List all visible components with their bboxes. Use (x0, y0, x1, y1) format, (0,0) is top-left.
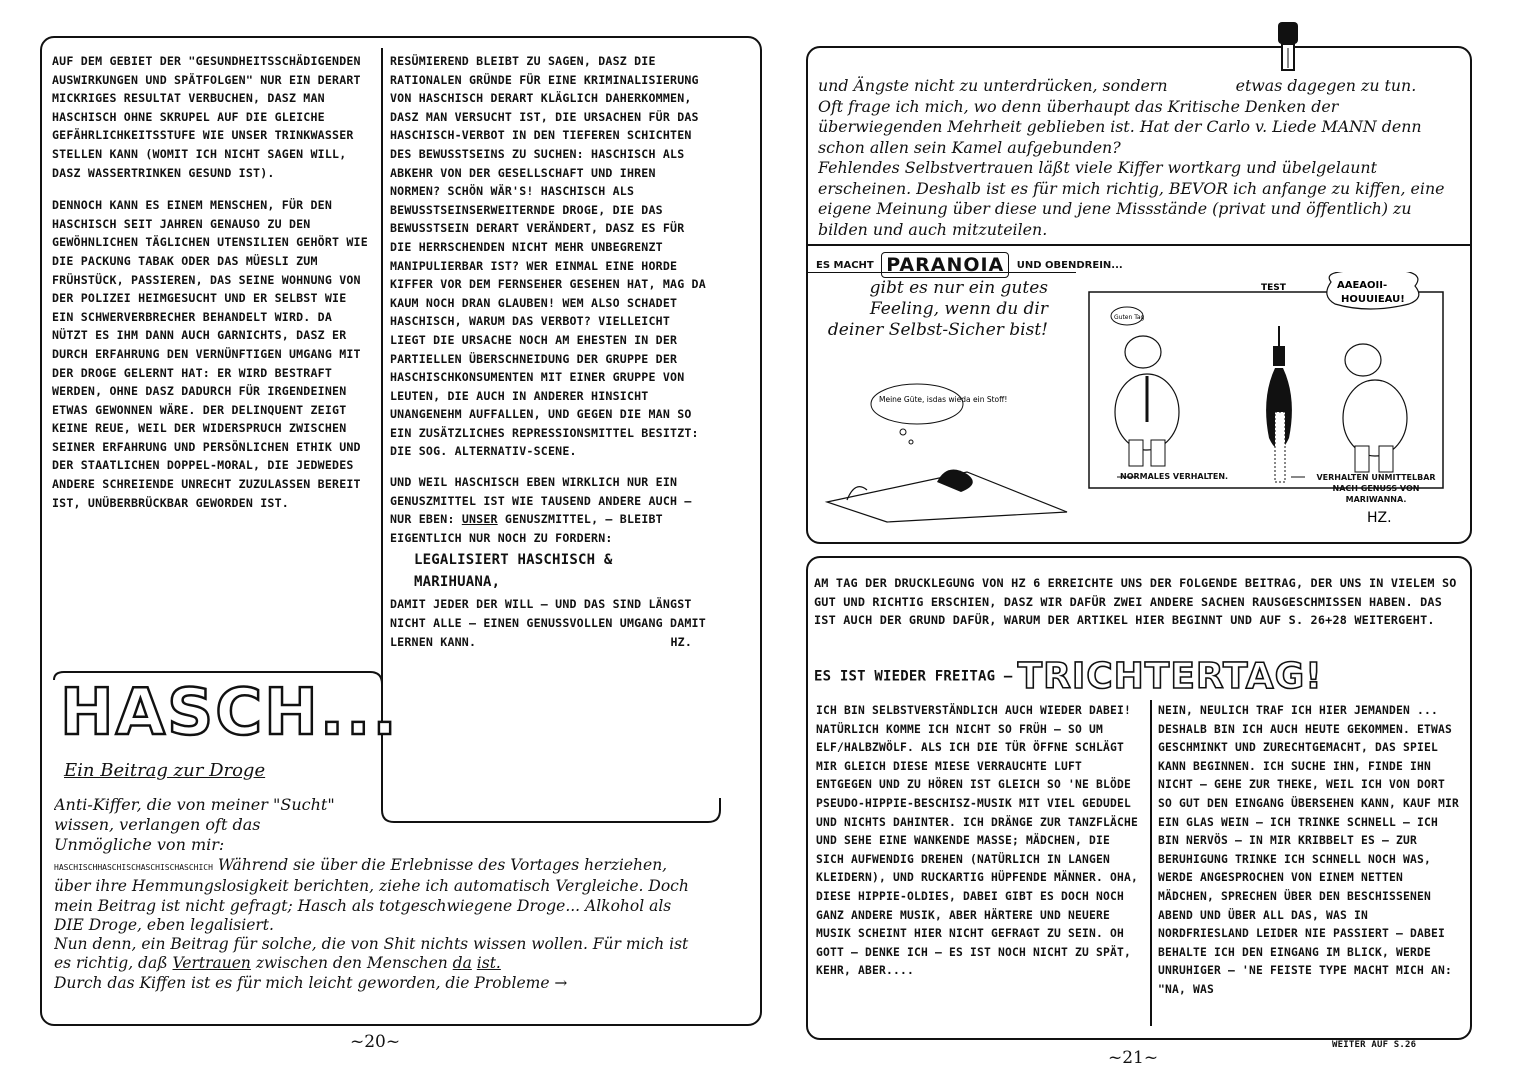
right-page-number: ~21~ (1108, 1048, 1159, 1068)
hand-text3: zwischen den Menschen (255, 954, 448, 973)
hand-intro: Anti-Kiffer, die von meiner "Sucht" wissen, verlangen oft das Unmögliche von mir: (54, 795, 335, 854)
hasch-handwriting-top (54, 795, 354, 855)
right-hand-top4: Fehlendes Selbstvertrauen läßt viele Kiffer wortkarg und übelgelaunt erscheinen. Deshalb ist es für mich richtig, BEVOR ich anfange zu kiffen, eine eigene Meinung über diese und jene Missstände (privat und öffentlich) zu bilden und auch mitzuteilen. (818, 158, 1445, 239)
cartoon-caption2: VERHALTEN UNMITTELBAR NACH GENUSS VON MARIWANNA. (1316, 473, 1436, 504)
trichtertag-title: TRICHTERTAG! (1017, 656, 1323, 697)
hand-text4: Durch das Kiffen ist es für mich leicht geworden, die Probleme → (54, 973, 568, 992)
left-col2-para3: DAMIT JEDER DER WILL – UND DAS SIND LÄNGST NICHT ALLE – EINEN GENUSSVOLLEN UMGANG DAMIT LERNEN KANN. (390, 597, 706, 649)
story-column-divider (1150, 700, 1152, 1026)
es-macht: ES MACHT (816, 260, 874, 271)
hand-scribble: HASCHISCHHASCHISCHASCHISCHASCHICH (54, 863, 213, 872)
cartoon-scream: AAEAOII- (1337, 280, 1388, 291)
hasch-subtitle: Ein Beitrag zur Droge (64, 760, 266, 781)
cartoon-bubble1: Meine Güte, isdas wieda ein Stoff! (879, 395, 1008, 404)
hasch-title: HASCH... (60, 676, 399, 750)
left-col2-para2-pre: UND WEIL HASCHISCH EBEN WIRKLICH NUR EIN GENUSZMITTEL IST WIE TAUSEND ANDERE AUCH – NUR EBEN: (390, 475, 692, 527)
right-hand-top1-text: und Ängste nicht zu unterdrücken, sondern (818, 76, 1168, 95)
intro-text: AM TAG DER DRUCKLEGUNG VON HZ 6 ERREICHTE UNS DER FOLGENDE BEITRAG, DER UNS IN VIELEM SO GUT UND RICHTIG ERSCHIEN, DASZ WIR DAFÜR ZWEI ANDERE SACHEN RAUSGESCHMISSEN HABEN. DAS IST AUCH DER GRUND DAFÜR, WARUM DER ARTIKEL HIER BEGINNT UND AUF S. 26+28 WEITERGEHT. (814, 576, 1457, 627)
fist-icon (1268, 18, 1308, 78)
cartoon-guten-tag: Guten Tag (1114, 314, 1145, 321)
paranoia: PARANOIA (881, 252, 1009, 278)
left-col2-slogan: LEGALISIERT HASCHISCH & MARIHUANA, (414, 552, 613, 591)
left-col1 (52, 52, 374, 672)
hand-text1 (54, 856, 694, 935)
cartoon-caption1: NORMALES VERHALTEN. (1120, 472, 1229, 481)
cartoon-sign: HZ. (1367, 510, 1392, 526)
hand-text1-body: Während sie über die Erlebnisse des Vortages herziehen, über ihre Hemmungslosigkeit berichten, ziehe ich automatisch Vergleiche. Doch mein Beitrag ist nicht gefragt; Hasch als totgeschwiegene Droge... Alkohol als DIE Droge, eben legalisiert. (54, 856, 689, 934)
right-hand-top2: etwas dagegen zu tun. (1235, 76, 1417, 95)
left-col2-para1: RESÜMIEREND BLEIBT ZU SAGEN, DASZ DIE RATIONALEN GRÜNDE FÜR EINE KRIMINALISIERUNG VON HASCHISCH DERART KLÄGLICH DAHERKOMMEN, DASZ MAN VERSUCHT IST, DIE URSACHEN FÜR DAS HASCHISCH-VERBOT IN DEN TIEFEREN SCHICHTEN DES BEWUSSTSEINS ZU SUCHEN: HASCHISCH ALS ABKEHR VON DER GESELLSCHAFT UND IHREN NORMEN? SCHÖN WÄR'S! HASCHISCH ALS BEWUSSTSEINSERWEITERNDE DROGE, DIE DAS BEWUSSTSEIN DERART VERÄNDERT, DASZ ES FÜR DIE HERRSCHENDEN NICHT MEHR UNBEGRENZT MANIPULIERBAR IST? WER EINMAL EINE HORDE KIFFER VOR DEM FERNSEHER GESEHEN HAT, MAG DA KAUM NOCH DRAN GLAUBEN! WEM ALSO SCHADET HASCHISCH, WARUM DAS VERBOT? VIELLEICHT LIEGT DIE URSACHE NOCH AM EHESTEN IN DER PARTIELLEN ÜBERSCHNEIDUNG DER GRUPPE DER HASCHISCHKONSUMENTEN MIT EINER GRUPPE VON LEUTEN, DIE AUCH IN ANDERER HINSICHT UNANGENEHM AUFFALLEN, UND GEGEN DIE MAN SO EIN ZUSÄTZLICHES REPRESSIONSMITTEL BESITZT: DIE SOG. ALTERNATIV-SCENE. (390, 54, 706, 459)
divider-rule (806, 244, 1472, 246)
left-col2-para2-under: UNSER (461, 512, 498, 527)
hand-da: da (452, 954, 472, 973)
und-obendrein: UND OBENDREIN... (1016, 260, 1123, 271)
story-col2: NEIN, NEULICH TRAF ICH HIER JEMANDEN ... DESHALB BIN ICH AUCH HEUTE GEKOMMEN. ETWAS GESCHMINKT UND ZURECHTGEMACHT, DAS SPIEL KANN BEGINNEN. ICH SUCHE IHN, FINDE IHN NICHT – GEHE ZUR THEKE, WEIL ICH VON DORT SO GUT DEN EINGANG ÜBERSEHEN KANN, KAUF MIR EIN GLAS WEIN – ICH TRINKE SCHNELL – ICH BIN NERVÖS – IN MIR KRIBBELT ES – ZUR BERUHIGUNG TRINKE ICH SCHNELL NOCH WAS, WERDE ANGESPROCHEN VON EINEM NETTEN MÄDCHEN, SPRECHEN ÜBER DEN BESCHISSENEN ABEND UND ÜBER ALL DAS, WAS IN NORDFRIESLAND LEIDER NIE PASSIERT – DABEI BEHALTE ICH DEN EINGANG IM BLICK, WERDE UNRUHIGER – 'NE FEISTE TYPE MACHT MICH AN: "NA, WAS (1158, 704, 1460, 996)
hand-vertrauen: Vertrauen (172, 954, 251, 973)
hand-text2 (54, 935, 694, 974)
right-top-handwriting (818, 76, 1458, 244)
story-col1: ICH BIN SELBSTVERSTÄNDLICH AUCH WIEDER DABEI! NATÜRLICH KOMME ICH NICHT SO FRÜH – SO UM ELF/HALBZWÖLF. ALS ICH DIE TÜR ÖFFNE SCHLÄGT MIR GLEICH DIESE MIESE VERRAUCHTE LUFT ENTGEGEN UND ZU HÖREN IST GLEICH SO 'NE BLÖDE PSEUDO-HIPPIE-BESCHISZ-MUSIK MIT VIEL GEDUDEL UND NICHTS DAHINTER. ICH DRÄNGE ZUR TANZFLÄCHE UND SEHE EINE WANKENDE MASSE; MÄDCHEN, DIE SICH AUFWENDIG DREHEN (NATÜRLICH IN LANGEN KLEIDERN), UND RUCKARTIG HÜPFENDE MÄNNER. OHA, DIESE HIPPIE-OLDIES, DABEI GIBT ES DOCH NOCH GANZ ANDERE MUSIK, ABER HÄRTERE UND NEUERE MUSIK SCHEINT HIER NICHT GEFRAGT ZU SEIN. OH GOTT – DENKE ICH – ES IST NOCH NICHT ZU SPÄT, KEHR, ABER.... (816, 704, 1139, 978)
hand-text2-body: Nun denn, ein Beitrag für solche, die von Shit nichts wissen wollen. Für mich ist es richtig, daß (54, 935, 689, 973)
cartoon-scream-2: HOUUIEAU! (1341, 294, 1405, 305)
hasch-handwriting (54, 856, 694, 1016)
left-col2-para2-post: GENUSZMITTEL, – BLEIBT EIGENTLICH NUR NOCH ZU FORDERN: (390, 512, 663, 545)
weiter-note: WEITER AUF S.26 (1332, 1040, 1417, 1050)
left-col2-sign: HZ. (670, 635, 692, 650)
freitag-line (814, 656, 1323, 697)
left-col2-para2 (390, 473, 712, 547)
feeling-text: gibt es nur ein gutes Feeling, wenn du dir deiner Selbst-Sicher bist! (827, 278, 1048, 340)
left-col1-para1: AUF DEM GEBIET DER "GESUNDHEITSSCHÄDIGENDEN AUSWIRKUNGEN UND SPÄTFOLGEN" NUR EIN DERART MICKRIGES RESULTAT VERBUCHEN, DASZ MAN HASCHISCH OHNE SKRUPEL AUF DIE GLEICHE GEFÄHRLICHKEITSSTUFE WIE UNSER TRINKWASSER STELLEN KANN (WOMIT ICH NICHT SAGEN WILL, DASZ WASSERTRINKEN GESUND IST). (52, 54, 361, 180)
right-hand-top3: Oft frage ich mich, wo denn überhaupt das Kritische Denken der überwiegenden Mehrheit geblieben ist. Hat der Carlo v. Liede MANN denn schon allen sein Kamel aufgebunden? (818, 96, 1422, 157)
left-page-number: ~20~ (350, 1032, 401, 1052)
right-hand-top1 (818, 76, 1458, 97)
thought-bubble (871, 384, 963, 424)
hand-ist: ist. (476, 954, 501, 973)
cartoon-test: TEST (1261, 283, 1286, 293)
freitag-text: ES IST WIEDER FREITAG – (814, 668, 1013, 685)
left-col1-para2: DENNOCH KANN ES EINEM MENSCHEN, FÜR DEN HASCHISCH SEIT JAHREN GENAUSO ZU DEN GEWÖHNLICHEN TÄGLICHEN UTENSILIEN GEHÖRT WIE DIE PACKUNG TABAK ODER DAS MÜESLI ZUM FRÜHSTÜCK, PASSIEREN, DAS SEINE WOHNUNG VON DER POLIZEI HEIMGESUCHT UND ER SELBST WIE EIN SCHWERVERBRECHER BEHANDELT WIRD. DA NÜTZT ES IHM DANN AUCH GARNICHTS, DASZ ER DURCH ERFAHRUNG DEN VERNÜNFTIGEN UMGANG MIT DER DROGE GELERNT HAT: ER WIRD BESTRAFT WERDEN, OHNE DASZ DADURCH FÜR IRGENDEINEN ETWAS GEWONNEN WÄRE. DER DELINQUENT ZEIGT KEINE REUE, WEIL DER WIDERSPRUCH ZWISCHEN SEINER ERFAHRUNG UND PERSÖNLICHEN ETHIK UND DER STAATLICHEN DOPPEL-MORAL, DIE JEDWEDES ANDERE SCHREIENDE UNRECHT ZUZULASSEN BEREIT IST, UNÜBERBRÜCKBAR GEWORDEN IST. (52, 198, 368, 510)
